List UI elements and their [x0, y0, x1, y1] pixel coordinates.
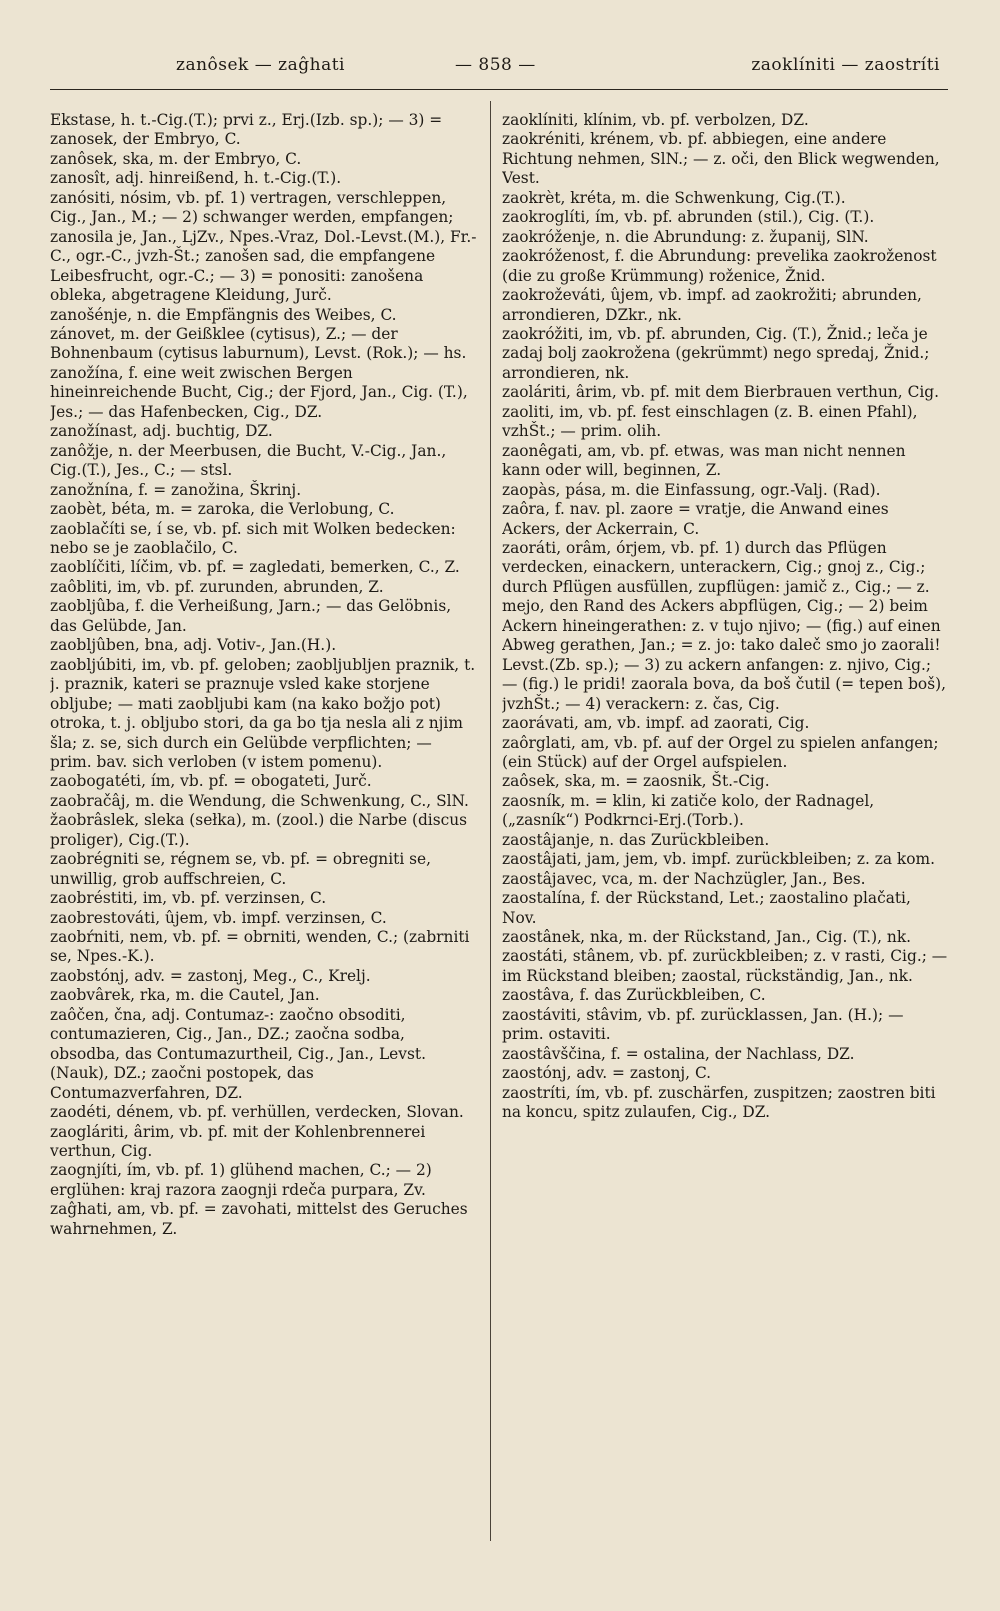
dictionary-entry: zaoblačíti se, í se, vb. pf. sich mit Wolken bedecken: nebo se je zaoblačilo, C. — [50, 519, 456, 557]
dictionary-entry: zaostâvščina, f. = ostalina, der Nachlass, DZ. — [502, 1044, 855, 1063]
dictionary-entry: zaobstónj, adv. = zastonj, Meg., C., Krelj. — [50, 966, 371, 985]
dictionary-entry: zaopàs, pása, m. die Einfassung, ogr.-Valj. (Rad). — [502, 480, 881, 499]
dictionary-entry: zaokróženost, f. die Abrundung: prevelika zaokroženost (die zu große Krümmung) roženice, Žnid. — [502, 247, 937, 285]
dictionary-entry: zaostríti, ím, vb. pf. zuschärfen, zuspitzen; zaostren biti na koncu, spitz zulaufen, Cig., DZ. — [502, 1083, 936, 1122]
dictionary-entry: zaostâjavec, vca, m. der Nachzügler, Jan., Bes. — [502, 869, 866, 888]
dictionary-entry: zaobljûben, bna, adj. Votiv-, Jan.(H.). — [50, 636, 337, 655]
dictionary-entry: zánovet, m. der Geißklee (cytisus), Z.; — der Bohnenbaum (cytisus laburnum), Levst. (Rok.); — hs. — [50, 324, 467, 363]
dictionary-entry: Ekstase, h. t.-Cig.(T.); prvi z., Erj.(Izb. sp.); — 3) = zanosek, der Embryo, C. — [50, 111, 443, 149]
dictionary-entry: zaoblíčiti, líčim, vb. pf. = zagledati, bemerken, C., Z. — [50, 558, 460, 577]
dictionary-entry: zaokróženje, n. die Abrundung: z. županij, SlN. — [502, 227, 869, 246]
dictionary-entry: zanožína, f. eine weit zwischen Bergen hineinreichende Bucht, Cig.; der Fjord, Jan., Cig. (T.), Jes.; — das Hafenbecken, Cig., DZ. — [50, 363, 468, 421]
header-rule — [50, 89, 948, 90]
dictionary-entry: zanošénje, n. die Empfängnis des Weibes, C. — [50, 305, 397, 324]
dictionary-entry: zaostónj, adv. = zastonj, C. — [502, 1064, 712, 1083]
dictionary-entry: zaostâva, f. das Zurückbleiben, C. — [502, 986, 766, 1005]
dictionary-entry: zaokroževáti, ûjem, vb. impf. ad zaokrožiti; abrunden, arrondieren, DZkr., nk. — [502, 286, 922, 324]
dictionary-entry: zaôra, f. nav. pl. zaore = vratje, die Anwand eines Ackers, der Ackerrain, C. — [502, 500, 889, 538]
dictionary-entry: zaorávati, am, vb. impf. ad zaorati, Cig. — [502, 714, 810, 733]
left-column — [50, 111, 478, 1591]
dictionary-entry: zanosît, adj. hinreißend, h. t.-Cig.(T.). — [50, 169, 342, 188]
dictionary-entry: zaostáti, stânem, vb. pf. zurückbleiben; z. v rasti, Cig.; — im Rückstand bleiben; zaostal, rückständig, Jan., nk. — [502, 947, 948, 985]
dictionary-entry: zanožínast, adj. buchtig, DZ. — [50, 422, 273, 441]
dictionary-entry: zaokréniti, krénem, vb. pf. abbiegen, eine andere Richtung nehmen, SlN.; — z. oči, den Blick wegwenden, Vest. — [502, 130, 940, 188]
dictionary-entry: zaoráti, orâm, órjem, vb. pf. 1) durch das Pflügen verdecken, einackern, unterackern, Cig.; gnoj z., Cig.; durch Pflügen ausfüllen, zupflügen: jamič z., Cig.; — z. mejo, den Rand des Ackers abpflügen, Cig.; — 2) beim Ackern hineingerathen: z. v tujo njivo; — (fig.) auf einen Abweg gerathen, Jan.; = z. jo: tako daleč smo jo zaorali! Levst.(Zb. sp.); — 3) zu ackern anfangen: z. njivo, Cig.; — (fig.) le pridi! zaorala bova, da boš čutil (= tepen boš), jvzhŠt.; — 4) verackern: z. čas, Cig. — [502, 538, 946, 713]
dictionary-entry: zaôčen, čna, adj. Contumaz-: zaočno obsoditi, contumazieren, Cig., Jan., DZ.; zaočna sodba, obsodba, das Contumazurtheil, Cig., Jan., Levst.(Nauk), DZ.; zaočni postopek, das Contumazverfahren, DZ. — [50, 1005, 426, 1102]
dictionary-entry: zaognjíti, ím, vb. pf. 1) glühend machen, C.; — 2) erglühen: kraj razora zaognji rdeča purpara, Zv. — [50, 1161, 432, 1199]
column-divider — [490, 101, 491, 1541]
right-column — [502, 111, 948, 1591]
dictionary-entry: zaostâjanje, n. das Zurückbleiben. — [502, 830, 770, 849]
dictionary-entry: zaonêgati, am, vb. pf. etwas, was man nicht nennen kann oder will, beginnen, Z. — [502, 441, 906, 480]
dictionary-entry: zaogláriti, ârim, vb. pf. mit der Kohlenbrennerei verthun, Cig. — [50, 1122, 426, 1161]
dictionary-entry: zaobréstiti, im, vb. pf. verzinsen, C. — [50, 889, 327, 908]
dictionary-entry: zaobŕniti, nem, vb. pf. = obrniti, wenden, C.; (zabrniti se, Npes.-K.). — [50, 928, 470, 966]
columns — [50, 111, 948, 1591]
dictionary-entry: zaoklíniti, klínim, vb. pf. verbolzen, DZ. — [502, 111, 809, 129]
dictionary-entry: zaoliti, im, vb. pf. fest einschlagen (z. B. einen Pfahl), vzhŠt.; — prim. olih. — [502, 402, 918, 441]
header-left-guide: zanôsek — zaĝhati — [176, 55, 345, 75]
dictionary-entry: zaôbliti, im, vb. pf. zurunden, abrunden, Z. — [50, 577, 384, 596]
dictionary-entry: zanôsek, ska, m. der Embryo, C. — [50, 149, 302, 168]
dictionary-entry: zaostâjati, jam, jem, vb. impf. zurückbleiben; z. za kom. — [502, 850, 936, 869]
dictionary-entry: zanožnína, f. = zanožina, Škrinj. — [50, 480, 302, 499]
dictionary-entry: zaoláriti, ârim, vb. pf. mit dem Bierbrauen verthun, Cig. — [502, 383, 940, 402]
dictionary-entry: zaostalína, f. der Rückstand, Let.; zaostalino plačati, Nov. — [502, 889, 911, 927]
dictionary-entry: zaôsek, ska, m. = zaosnik, Št.-Cig. — [502, 772, 770, 791]
dictionary-entry: zaokrèt, kréta, m. die Schwenkung, Cig.(T.). — [502, 188, 846, 207]
dictionary-entry: zanôžje, n. der Meerbusen, die Bucht, V.-Cig., Jan., Cig.(T.), Jes., C.; — stsl. — [50, 441, 447, 480]
dictionary-entry: zaĝhati, am, vb. pf. = zavohati, mittelst des Geruches wahrnehmen, Z. — [50, 1200, 468, 1238]
dictionary-entry: žaobrâslek, sleka (sełka), m. (zool.) die Narbe (discus proliger), Cig.(T.). — [50, 811, 468, 849]
dictionary-entry: zaobrégniti se, régnem se, vb. pf. = obregniti se, unwillig, grob auffschreien, C. — [50, 850, 432, 888]
running-header — [50, 45, 948, 97]
dictionary-entry: zaobračâj, m. die Wendung, die Schwenkung, C., SlN. — [50, 791, 469, 810]
dictionary-entry: zaobèt, béta, m. = zaroka, die Verlobung, C. — [50, 500, 395, 519]
dictionary-entry: zaobogatéti, ím, vb. pf. = obogateti, Jurč. — [50, 772, 372, 791]
dictionary-entry: zaodéti, dénem, vb. pf. verhüllen, verdecken, Slovan. — [50, 1103, 464, 1122]
dictionary-entry: zaostânek, nka, m. der Rückstand, Jan., Cig. (T.), nk. — [502, 928, 912, 947]
dictionary-entry: zaobljûba, f. die Verheißung, Jarn.; — das Gelöbnis, das Gelübde, Jan. — [50, 597, 452, 635]
header-right-guide: zaoklíniti — zaostríti — [751, 55, 940, 75]
dictionary-entry: zaobvârek, rka, m. die Cautel, Jan. — [50, 986, 320, 1005]
dictionary-entry: zaobrestováti, ûjem, vb. impf. verzinsen, C. — [50, 908, 387, 927]
dictionary-entry: zanósiti, nósim, vb. pf. 1) vertragen, verschleppen, Cig., Jan., M.; — 2) schwanger werden, empfangen; zanosila je, Jan., LjZv., Npes.-Vraz, Dol.-Levst.(M.), Fr.-C., ogr.-C., jvzh-Št.; zanošen sad, die empfangene Leibesfrucht, ogr.-C.; — 3) = ponositi: zanošena obleka, abgetragene Kleidung, Jurč. — [50, 188, 477, 305]
dictionary-entry: zaokróžiti, im, vb. pf. abrunden, Cig. (T.), Žnid.; leča je zadaj bolj zaokrožena (gekrümmt) nego spredaj, Žnid.; arrondieren, nk. — [502, 324, 930, 382]
dictionary-entry: zaobljúbiti, im, vb. pf. geloben; zaobljubljen praznik, t. j. praznik, kateri se praznuje vsled kake storjene obljube; — mati zaobljubi kam (na kako božjo pot) otroka, t. j. obljubo stori, da ga bo tja nesla ali z njim šla; z. se, sich durch ein Gelübde verpflichten; — prim. bav. sich verloben (v istem pomenu). — [50, 655, 476, 771]
page-number: — 858 — — [455, 55, 536, 75]
dictionary-entry: zaostáviti, stâvim, vb. pf. zurücklassen, Jan. (H.); — prim. ostaviti. — [502, 1005, 904, 1044]
dictionary-entry: zaokroglíti, ím, vb. pf. abrunden (stil.), Cig. (T.). — [502, 208, 875, 227]
dictionary-entry: zaôrglati, am, vb. pf. auf der Orgel zu spielen anfangen; (ein Stück) auf der Orgel aufspielen. — [502, 733, 939, 771]
dictionary-entry: zaosník, m. = klin, ki zatiče kolo, der Radnagel, („zasník“) Podkrnci-Erj.(Torb.). — [502, 791, 875, 830]
